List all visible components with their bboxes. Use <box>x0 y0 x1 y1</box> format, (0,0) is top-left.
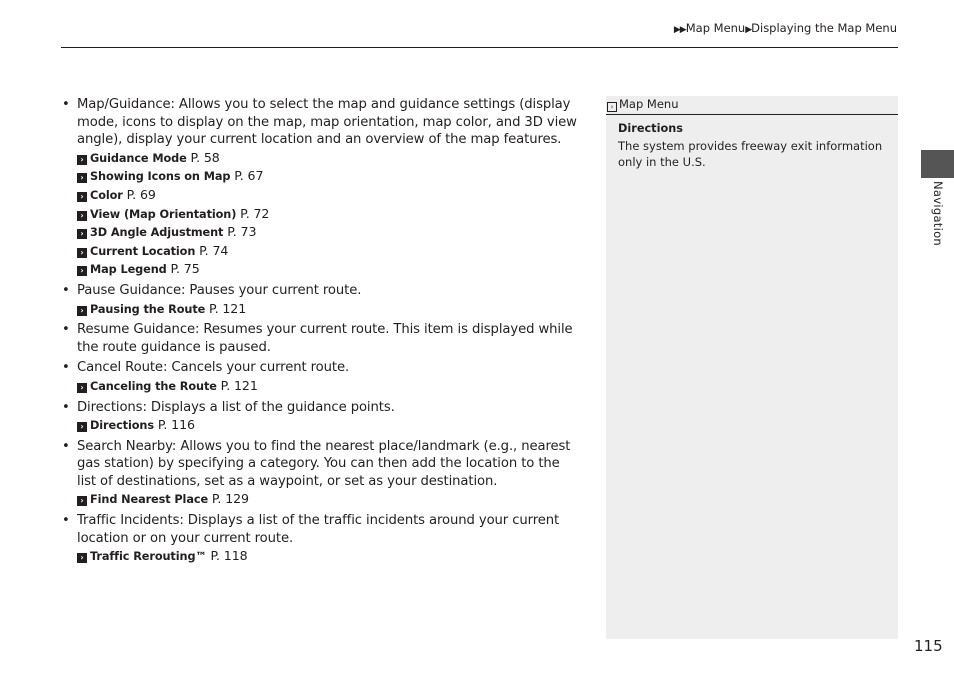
main-content <box>61 96 581 569</box>
cross-reference-link[interactable] <box>77 260 581 279</box>
section-label: Navigation <box>931 181 945 247</box>
reference-marker-icon: › <box>607 102 617 112</box>
reference-title: Color <box>90 188 123 202</box>
sidebar-heading <box>606 96 898 115</box>
triangle-icon: ▶ <box>745 25 752 35</box>
arrow-icon: › <box>77 496 87 506</box>
reference-title: Directions <box>90 419 154 433</box>
arrow-icon: › <box>77 229 87 239</box>
reference-page: P. 118 <box>210 548 248 564</box>
breadcrumb-item-map-menu[interactable]: Map Menu <box>685 21 746 35</box>
arrow-icon: › <box>77 248 87 258</box>
cross-reference-link[interactable] <box>77 377 581 396</box>
menu-term: Cancel Route: <box>77 360 168 376</box>
reference-title: Guidance Mode <box>90 151 187 165</box>
reference-title: Traffic Rerouting™ <box>90 550 207 564</box>
reference-page: P. 121 <box>209 300 247 316</box>
reference-page: P. 58 <box>190 149 220 165</box>
reference-title: Current Location <box>90 244 196 258</box>
list-item <box>61 359 581 395</box>
arrow-icon: › <box>77 422 87 432</box>
cross-reference-link[interactable] <box>77 490 581 509</box>
reference-title: Find Nearest Place <box>90 493 209 507</box>
reference-page: P. 67 <box>234 168 264 184</box>
list-item <box>61 512 581 566</box>
reference-page: P. 72 <box>240 205 270 221</box>
triangle-icon: ▶▶ <box>673 25 686 35</box>
reference-page: P. 69 <box>126 186 156 202</box>
cross-reference-link[interactable] <box>77 242 581 261</box>
cross-reference-link[interactable] <box>77 167 581 186</box>
reference-page: P. 74 <box>199 242 229 258</box>
arrow-icon: › <box>77 155 87 165</box>
arrow-icon: › <box>77 266 87 276</box>
bullet-icon: • <box>62 399 70 415</box>
reference-title: Showing Icons on Map <box>90 170 231 184</box>
menu-description: : Allows you to select the map and guidance settings (display mode, icons to display on the map, map orientation, map color, and 3D view angle), display your current location and an overview of the map features. <box>77 97 577 148</box>
reference-page: P. 116 <box>157 417 195 433</box>
menu-term: Search Nearby: <box>77 438 177 454</box>
menu-term: Map/Guidance <box>77 97 171 112</box>
sidebar-subtitle: Directions <box>618 122 683 135</box>
reference-title: Canceling the Route <box>90 379 217 393</box>
bullet-icon: • <box>62 438 70 454</box>
reference-title: 3D Angle Adjustment <box>90 226 224 240</box>
page-number: 115 <box>914 637 943 655</box>
section-tab <box>921 150 954 178</box>
sidebar-note <box>606 96 898 639</box>
list-item <box>61 438 581 509</box>
menu-description: Cancels your current route. <box>167 360 350 376</box>
list-item <box>61 321 581 356</box>
menu-term: Resume Guidance <box>77 322 195 338</box>
menu-term: Directions <box>77 399 143 415</box>
reference-page: P. 121 <box>220 377 258 393</box>
cross-reference-link[interactable] <box>77 149 581 168</box>
menu-description: : Resumes your current route. This item is displayed while the route guidance is paused. <box>77 322 573 355</box>
reference-title: Map Legend <box>90 263 167 277</box>
cross-reference-link[interactable] <box>77 205 581 224</box>
menu-description: : Displays a list of the guidance points. <box>142 399 395 415</box>
bullet-icon: • <box>62 360 70 376</box>
cross-reference-link[interactable] <box>77 547 581 566</box>
menu-term: Pause Guidance <box>77 282 181 298</box>
list-item <box>61 399 581 435</box>
arrow-icon: › <box>77 211 87 221</box>
reference-title: Pausing the Route <box>90 302 206 316</box>
cross-reference-link[interactable] <box>77 300 581 319</box>
list-item <box>61 96 581 279</box>
arrow-icon: › <box>77 383 87 393</box>
header-rule <box>61 47 898 48</box>
arrow-icon: › <box>77 173 87 183</box>
reference-page: P. 75 <box>170 261 200 277</box>
reference-title: View (Map Orientation) <box>90 207 237 221</box>
menu-description: : Pauses your current route. <box>181 282 362 298</box>
bullet-icon: • <box>62 97 70 112</box>
cross-reference-link[interactable] <box>77 416 581 435</box>
reference-page: P. 73 <box>227 224 257 240</box>
menu-term: Traffic Incidents: <box>77 513 184 529</box>
bullet-icon: • <box>62 282 70 298</box>
menu-description: Allows you to find the nearest place/landmark (e.g., nearest gas station) by specifying a category. You can then add the location to the list of destinations, set as a waypoint, or set as your destination. <box>77 438 571 489</box>
arrow-icon: › <box>77 192 87 202</box>
cross-reference-link[interactable] <box>77 186 581 205</box>
cross-reference-link[interactable] <box>77 223 581 242</box>
arrow-icon: › <box>77 553 87 563</box>
breadcrumb-item-displaying-map-menu[interactable]: Displaying the Map Menu <box>751 21 897 35</box>
bullet-icon: • <box>62 322 70 338</box>
bullet-icon: • <box>62 513 70 529</box>
sidebar-heading-text: Map Menu <box>619 97 679 111</box>
reference-page: P. 129 <box>211 491 249 507</box>
sidebar-text: The system provides freeway exit information only in the U.S. <box>618 138 883 169</box>
breadcrumb <box>674 21 897 35</box>
list-item <box>61 282 581 318</box>
menu-description: Displays a list of the traffic incidents around your current location or on your current route. <box>77 513 560 546</box>
arrow-icon: › <box>77 306 87 316</box>
